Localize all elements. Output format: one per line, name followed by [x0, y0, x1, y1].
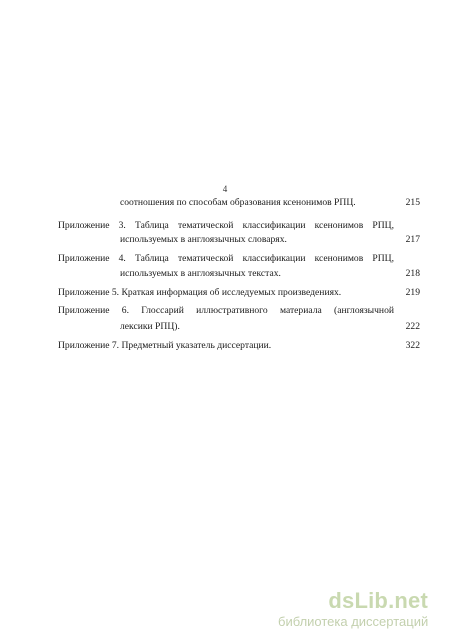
dslib-logo — [278, 590, 428, 612]
logo-main-text: dsLib — [328, 588, 389, 613]
toc-entry-page: 217 — [405, 234, 420, 245]
logo-suffix-text: .net — [388, 588, 428, 613]
toc-entry-text: Приложение 4. Таблица тематической классификации ксенонимов РПЦ, — [58, 253, 394, 264]
toc-entry-page: 218 — [405, 268, 420, 279]
toc-entry-text: Приложение 7. Предметный указатель диссертации. — [58, 340, 272, 351]
page-number: 4 — [222, 184, 228, 194]
toc-entry-text: Приложение 5. Краткая информация об исследуемых произведениях. — [58, 287, 342, 298]
toc-entry-text: используемых в англоязычных словарях. — [120, 234, 287, 245]
watermark-caption: библиотека диссертаций — [278, 614, 429, 629]
dslib-watermark — [278, 590, 428, 630]
toc-entry-page: 219 — [405, 287, 420, 298]
toc-entry-text: лексики РПЦ). — [120, 321, 180, 332]
toc-entry-page: 322 — [405, 340, 420, 351]
toc-entry-text: Приложение 6. Глоссарий иллюстративного материала (англоязычной — [58, 305, 394, 316]
toc-entry-page: 215 — [405, 197, 420, 208]
toc-entry-text: Приложение 3. Таблица тематической классификации ксенонимов РПЦ, — [58, 220, 394, 231]
toc-entry-text: используемых в англоязычных текстах. — [120, 268, 281, 279]
toc-entry-page: 222 — [405, 321, 420, 332]
toc-entry-text: соотношения по способам образования ксенонимов РПЦ. — [120, 197, 356, 208]
